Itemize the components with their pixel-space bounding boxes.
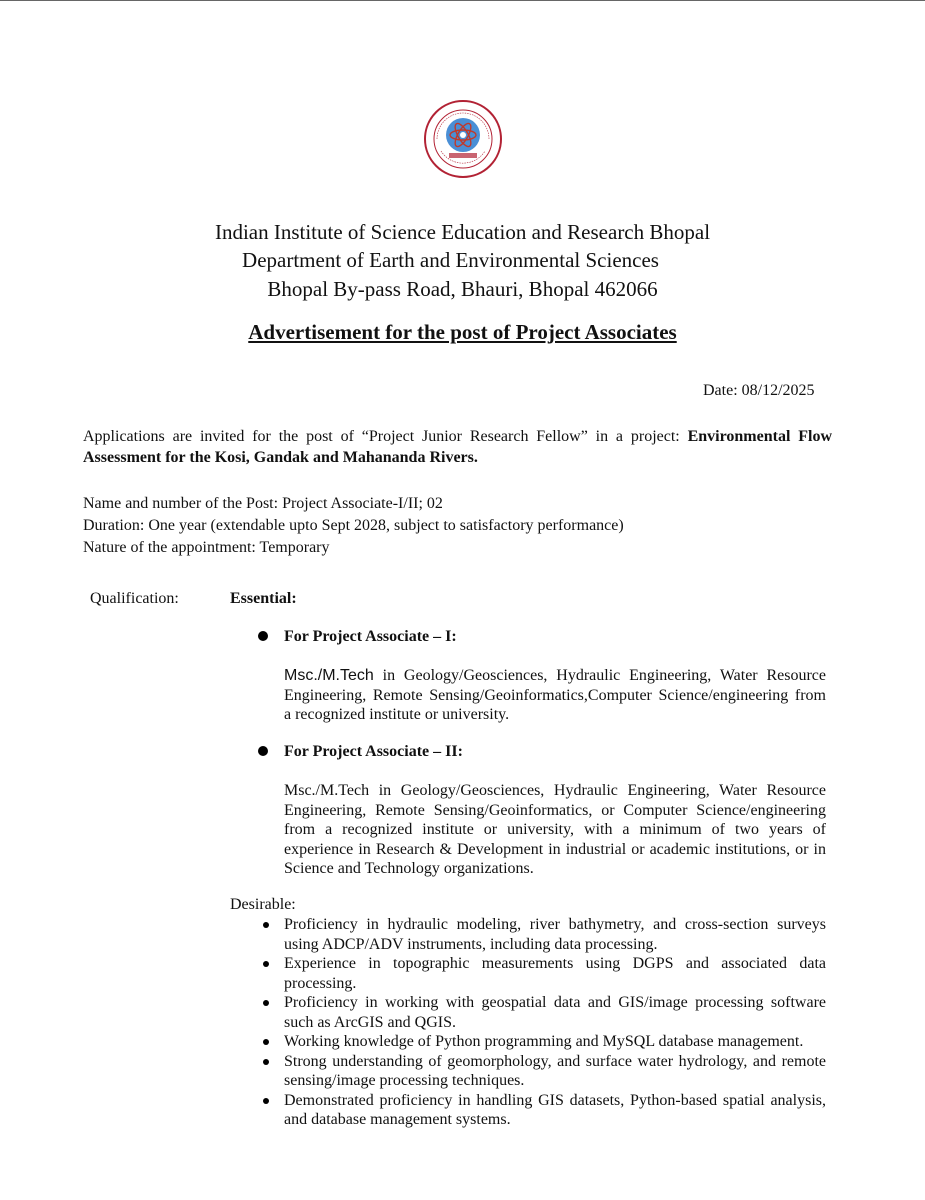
bullet-icon (263, 1039, 269, 1045)
appointment-nature: Nature of the appointment: Temporary (83, 539, 330, 556)
list-item: Demonstrated proficiency in handling GIS datasets, Python-based spatial analysis, and database management systems. (230, 1091, 826, 1130)
advertisement-date: Date: 08/12/2025 (703, 382, 815, 399)
list-item: Working knowledge of Python programming and MySQL database management. (230, 1032, 826, 1052)
post-duration: Duration: One year (extendable upto Sept 2028, subject to satisfactory performance) (83, 517, 624, 534)
post-name-number: Name and number of the Post: Project Associate-I/II; 02 (83, 495, 443, 512)
qualification-label: Qualification: (90, 590, 179, 607)
list-item: Proficiency in hydraulic modeling, river bathymetry, and cross-section surveys using ADCP/ADV instruments, including data processing. (230, 915, 826, 954)
pa1-text: in Geology/Geosciences, Hydraulic Engineering, Water Resource Engineering, Remote Sensing/Geoinformatics,Computer Science/engineering from a recognized institute or university. (284, 667, 826, 723)
pa2-heading: For Project Associate – II: (284, 743, 463, 760)
list-item: Strong understanding of geomorphology, and surface water hydrology, and remote sensing/image processing techniques. (230, 1052, 826, 1091)
list-item: Experience in topographic measurements using DGPS and associated data processing. (230, 954, 826, 993)
bullet-icon (263, 1098, 269, 1104)
department-name: Department of Earth and Environmental Sciences (242, 248, 659, 272)
pa1-degree: Msc./M.Tech (284, 667, 374, 684)
bullet-icon (263, 961, 269, 967)
essential-label: Essential: (230, 590, 297, 607)
institute-address: Bhopal By-pass Road, Bhauri, Bhopal 462066 (267, 277, 658, 301)
desirable-list (230, 915, 826, 1130)
institute-name: Indian Institute of Science Education and Research Bhopal (214, 220, 711, 244)
list-item: Proficiency in working with geospatial data and GIS/image processing software such as ArcGIS and QGIS. (230, 993, 826, 1032)
bullet-icon (258, 631, 268, 641)
project-title: Environmental Flow Assessment for the Kosi, Gandak and Mahananda Rivers. (83, 428, 832, 466)
bullet-icon (258, 746, 268, 756)
intro-paragraph (83, 426, 832, 468)
advertisement-title: Advertisement for the post of Project Associates (248, 320, 677, 344)
page-top-border (0, 0, 925, 1)
institute-logo (423, 99, 503, 179)
pa1-heading: For Project Associate – I: (284, 628, 457, 645)
bullet-icon (263, 922, 269, 928)
pa1-qualification (284, 666, 826, 725)
desirable-label: Desirable: (230, 896, 296, 913)
bullet-icon (263, 1059, 269, 1065)
pa2-qualification: Msc./M.Tech in Geology/Geosciences, Hydraulic Engineering, Water Resource Engineering, Remote Sensing/Geoinformatics, or Computer Science/engineering from a recognized institute or university, with a minimum of two years of experience in Research & Development in industrial or academic institutions, or in Science and Technology organizations. (284, 782, 826, 877)
intro-text: Applications are invited for the post of “Project Junior Research Fellow” in a project: (83, 428, 688, 445)
bullet-icon (263, 1000, 269, 1006)
